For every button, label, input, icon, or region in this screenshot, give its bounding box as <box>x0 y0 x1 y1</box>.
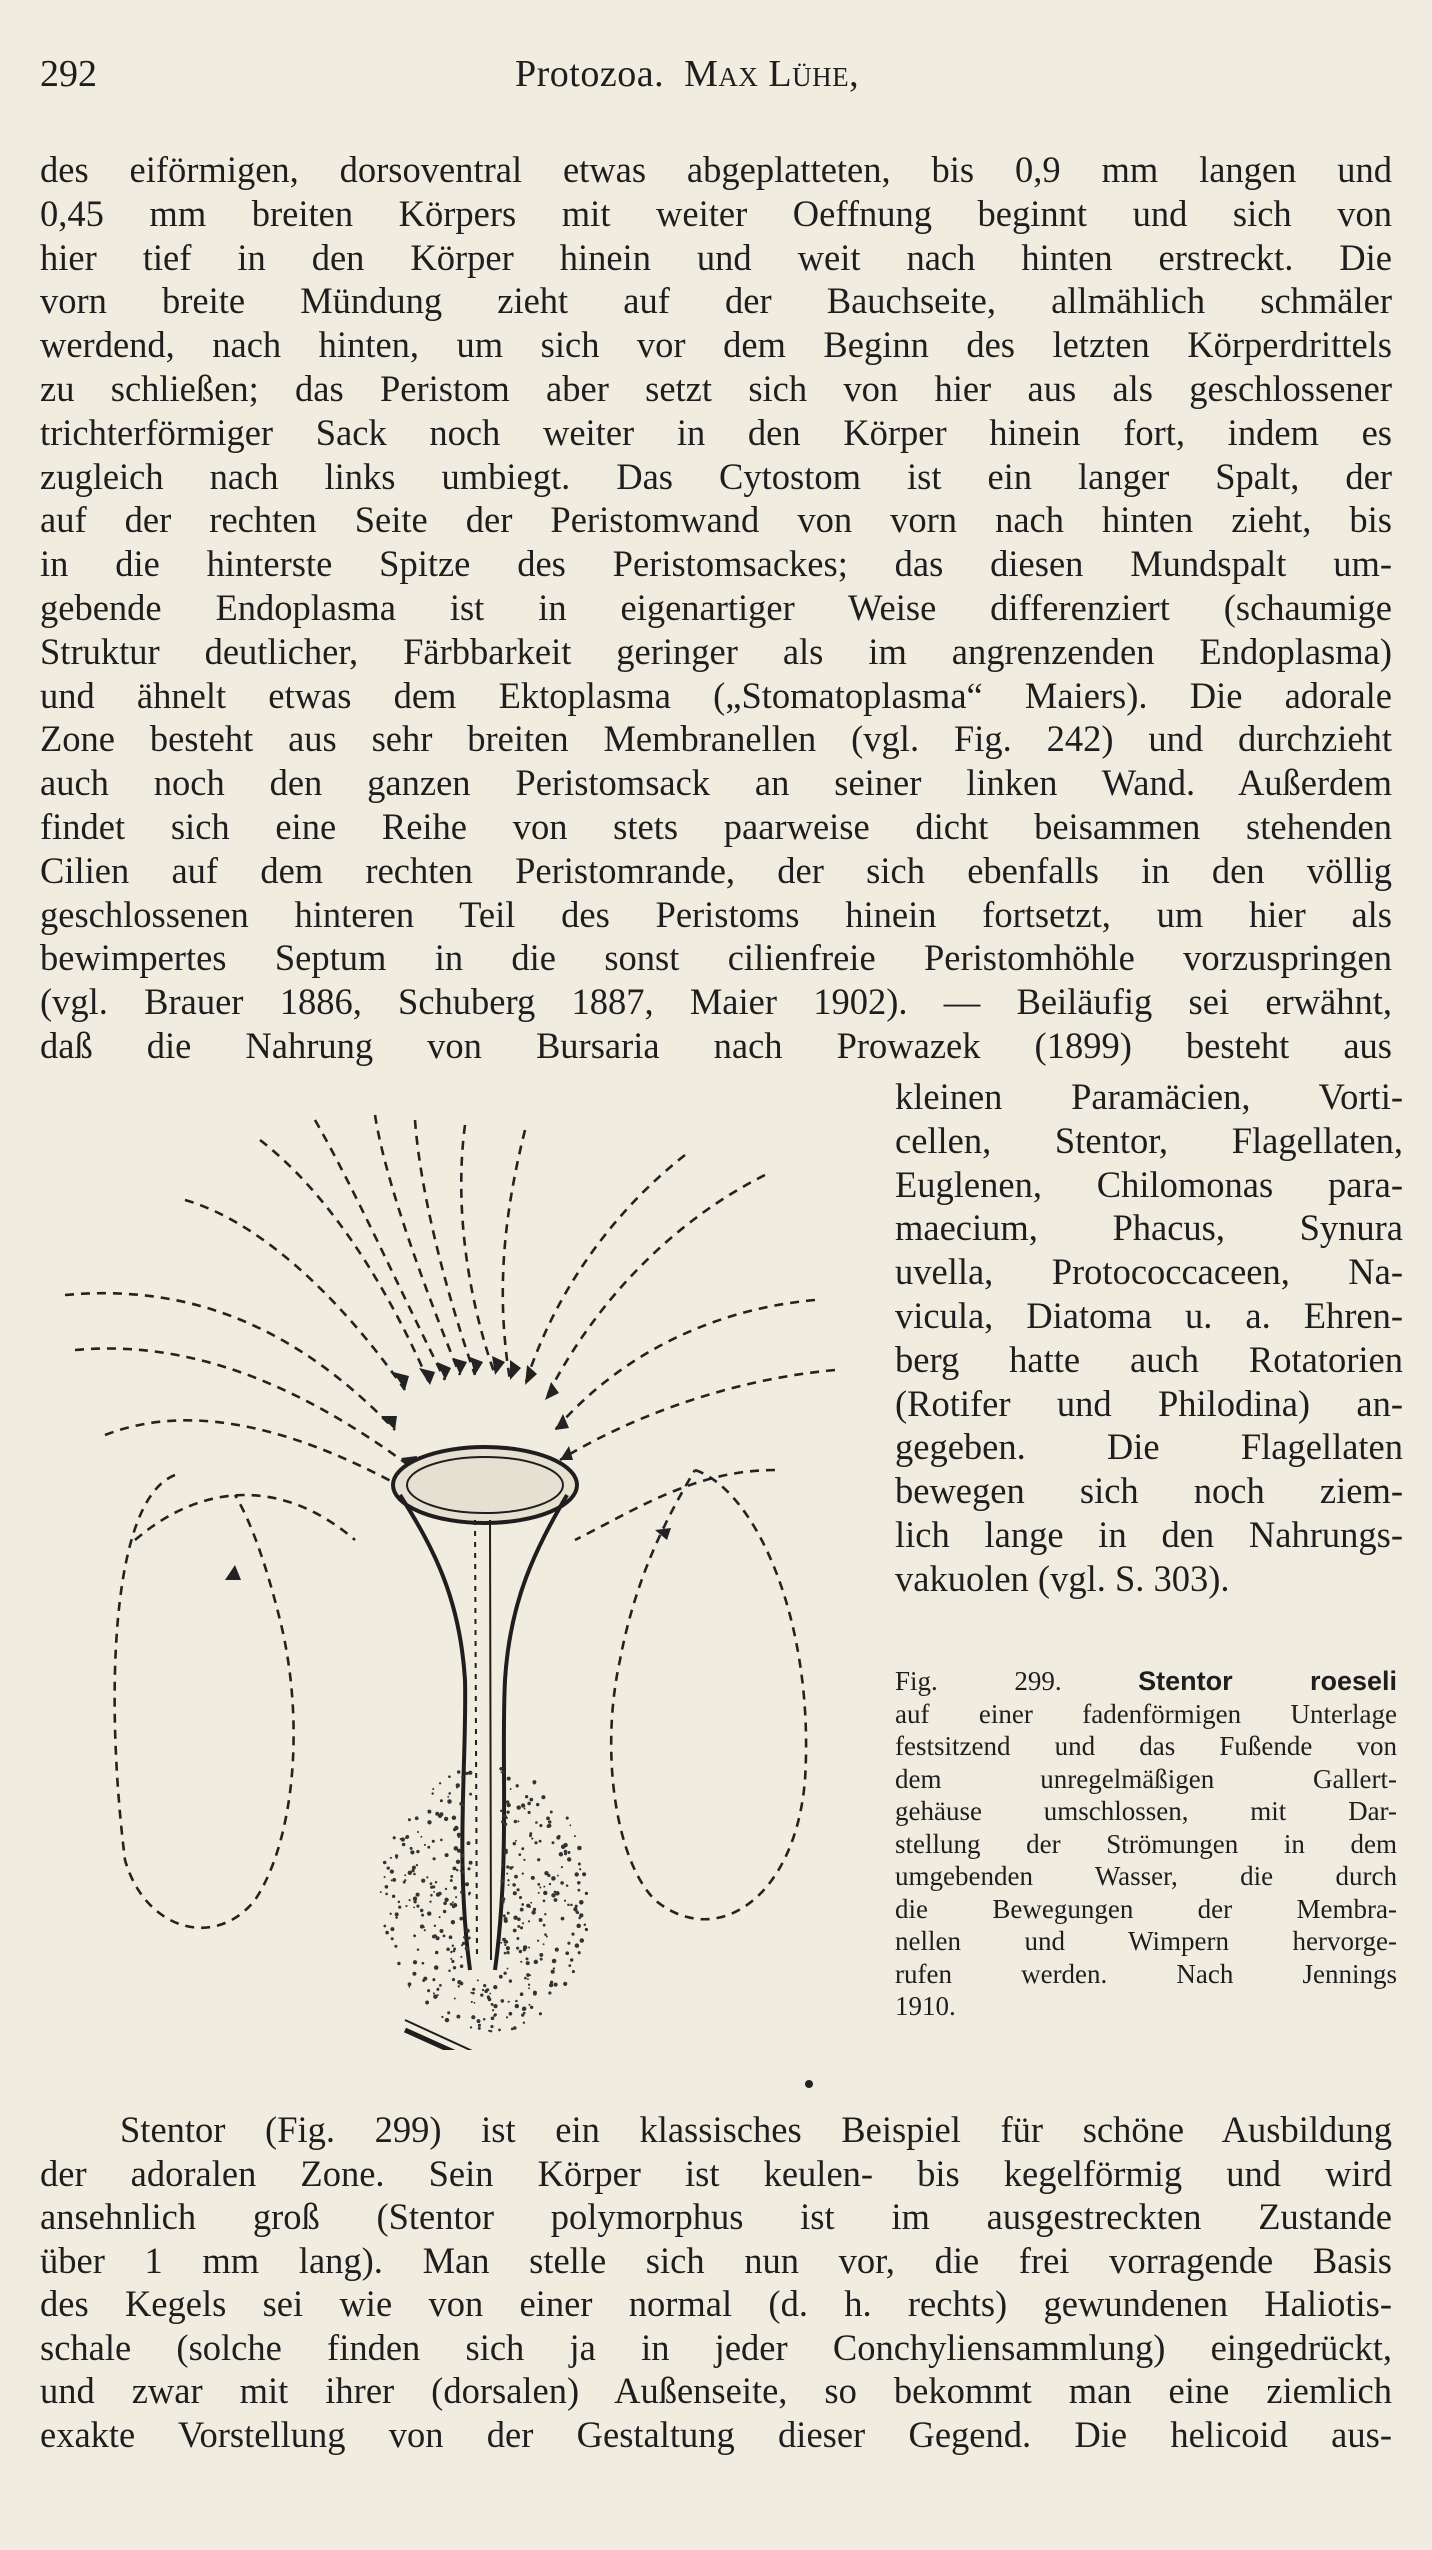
caption-line: stellung der Strömungen in dem <box>895 1828 1397 1859</box>
text-line: (Rotifer und Philodina) an- <box>895 1382 1403 1424</box>
text-line: zu schließen; das Peristom aber setzt sich von hier aus als geschlossener <box>40 367 1392 409</box>
text-line: findet sich eine Reihe von stets paarweise dicht beisammen stehenden <box>40 805 1392 847</box>
side-text-column <box>895 1075 1403 1601</box>
text-line: in die hinterste Spitze des Peristomsackes; das diesen Mundspalt um- <box>40 543 1392 585</box>
text-line: zugleich nach links umbiegt. Das Cytostom ist ein langer Spalt, der <box>40 455 1392 497</box>
text-line: gegeben. Die Flagellaten <box>895 1426 1403 1468</box>
text-line: trichterförmiger Sack noch weiter in den Körper hinein fort, indem es <box>40 411 1392 453</box>
figure-label: Fig. 299. <box>895 1666 1062 1696</box>
gelatinous-case <box>380 1767 588 2033</box>
text-line: vorn breite Mündung zieht auf der Bauchseite, allmählich schmäler <box>40 280 1392 322</box>
caption-line: festsitzend und das Fußende von <box>895 1731 1397 1761</box>
text-line: vicula, Diatoma u. a. Ehren- <box>895 1294 1403 1336</box>
text-line: bewimpertes Septum in die sonst cilienfreie Peristomhöhle vorzuspringen <box>40 937 1392 979</box>
text-line: über 1 mm lang). Man stelle sich nun vor, die frei vorragende Basis <box>40 2239 1392 2281</box>
decorative-dot <box>805 2080 813 2088</box>
caption-line: rufen werden. Nach Jennings <box>895 1958 1397 1989</box>
text-line: ansehnlich groß (Stentor polymorphus ist im ausgestreckten Zustande <box>40 2196 1392 2237</box>
text-line: berg hatte auch Rotatorien <box>895 1338 1403 1380</box>
figure-caption <box>895 1665 1397 2023</box>
text-line: uvella, Protococcaceen, Na- <box>895 1251 1403 1293</box>
text-line: exakte Vorstellung von der Gestaltung dieser Gegend. Die helicoid aus- <box>40 2413 1392 2455</box>
text-line: vakuolen (vgl. S. 303). <box>895 1557 1230 1599</box>
running-author: Max Lühe, <box>684 53 860 95</box>
text-line: (vgl. Brauer 1886, Schuberg 1887, Maier 1902). — Beiläufig sei erwähnt, <box>40 981 1392 1023</box>
text-line: schale (solche finden sich ja in jeder Conchyliensammlung) eingedrückt, <box>40 2326 1392 2368</box>
text-line: daß die Nahrung von Bursaria nach Prowazek (1899) besteht aus <box>40 1024 1392 1066</box>
text-line: werdend, nach hinten, um sich vor dem Beginn des letzten Körperdrittels <box>40 324 1392 366</box>
text-line: und ähnelt etwas dem Ektoplasma („Stomatoplasma“ Maiers). Die adorale <box>40 674 1392 716</box>
text-line: auf der rechten Seite der Peristomwand von vorn nach hinten zieht, bis <box>40 499 1392 541</box>
text-line: Cilien auf dem rechten Peristomrande, der sich ebenfalls in den völlig <box>40 849 1392 891</box>
species-name: Stentor roeseli <box>1138 1666 1397 1696</box>
caption-line: 1910. <box>895 1991 956 2021</box>
text-line: und zwar mit ihrer (dorsalen) Außenseite, so bekommt man eine ziemlich <box>40 2370 1392 2411</box>
text-line: 0,45 mm breiten Körpers mit weiter Oeffnung beginnt und sich von <box>40 192 1392 234</box>
text-line: geschlossenen hinteren Teil des Peristoms hinein fortsetzt, um hier als <box>40 893 1392 935</box>
running-title <box>515 52 859 96</box>
text-line: der adoralen Zone. Sein Körper ist keulen- bis kegelförmig und wird <box>40 2152 1392 2194</box>
text-line: des eiförmigen, dorsoventral etwas abgeplatteten, bis 0,9 mm langen und <box>40 149 1392 190</box>
paragraph-bursaria <box>40 148 1392 1068</box>
stentor-illustration <box>55 1100 875 2050</box>
caption-line: die Bewegungen der Membra- <box>895 1893 1397 1924</box>
page-header <box>40 52 1380 102</box>
text-line: des Kegels sei wie von einer normal (d. h. rechts) gewundenen Haliotis- <box>40 2283 1392 2324</box>
text-line: bewegen sich noch ziem- <box>895 1470 1403 1512</box>
text-line: kleinen Paramäcien, Vorti- <box>895 1076 1403 1117</box>
text-line: lich lange in den Nahrungs- <box>895 1513 1403 1555</box>
stentor-figure <box>55 1100 875 2050</box>
text-line: Zone besteht aus sehr breiten Membranellen (vgl. Fig. 242) und durchzieht <box>40 718 1392 760</box>
text-line: Struktur deutlicher, Färbbarkeit geringer als im angrenzenden Endoplasma) <box>40 630 1392 672</box>
text-line: cellen, Stentor, Flagellaten, <box>895 1119 1403 1161</box>
text-line: hier tief in den Körper hinein und weit nach hinten erstreckt. Die <box>40 236 1392 278</box>
caption-title-line <box>895 1665 1397 1698</box>
caption-line: nellen und Wimpern hervorge- <box>895 1926 1397 1956</box>
running-title-text: Protozoa. <box>515 53 665 95</box>
paragraph-stentor <box>40 2108 1392 2456</box>
text-line: maecium, Phacus, Synura <box>895 1207 1403 1249</box>
page-number: 292 <box>40 53 97 95</box>
text-line: auch noch den ganzen Peristomsack an seiner linken Wand. Außerdem <box>40 762 1392 804</box>
text-line: gebende Endoplasma ist in eigenartiger Weise differenziert (schaumige <box>40 586 1392 628</box>
caption-line: gehäuse umschlossen, mit Dar- <box>895 1796 1397 1826</box>
caption-line: dem unregelmäßigen Gallert- <box>895 1763 1397 1794</box>
caption-line: umgebenden Wasser, die durch <box>895 1861 1397 1891</box>
text-line: Euglenen, Chilomonas para- <box>895 1163 1403 1205</box>
caption-line: auf einer fadenförmigen Unterlage <box>895 1698 1397 1729</box>
text-line: Stentor (Fig. 299) ist ein klassisches Beispiel für schöne Ausbildung <box>120 2109 1392 2150</box>
